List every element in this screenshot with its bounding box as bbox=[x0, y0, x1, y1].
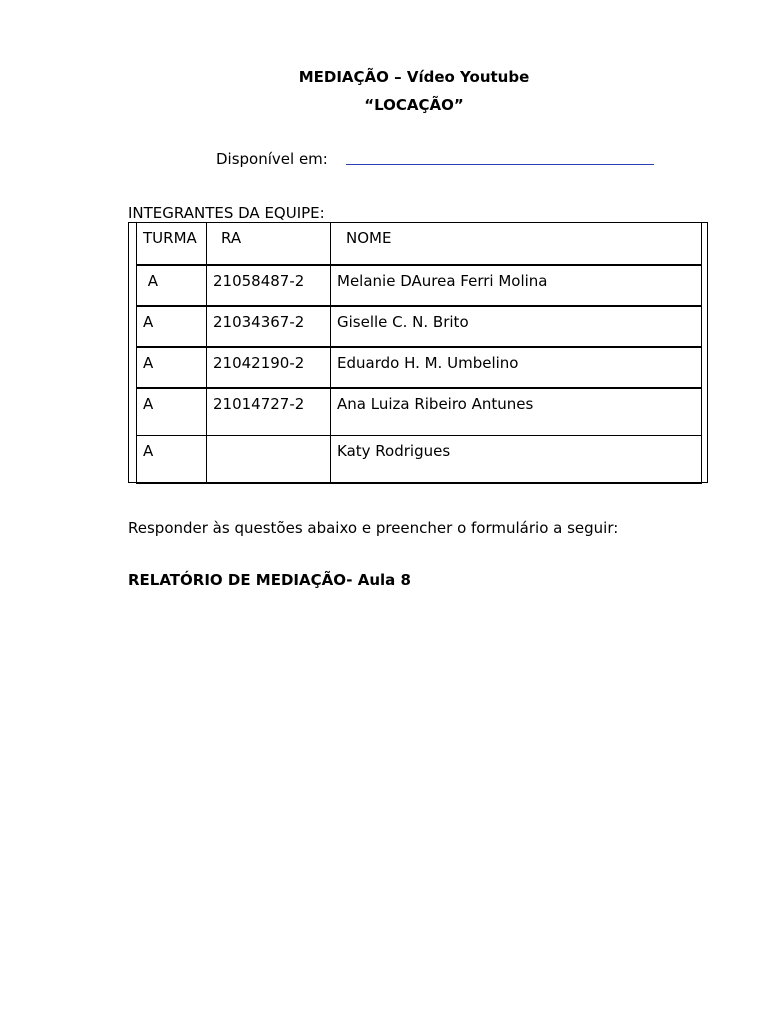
cell-turma: A bbox=[137, 306, 207, 347]
cell-nome: Katy Rodrigues bbox=[331, 436, 702, 484]
column-header-turma: TURMA bbox=[137, 223, 207, 265]
document-subtitle: “LOCAÇÃO” bbox=[364, 96, 464, 114]
document-title: MEDIAÇÃO – Vídeo Youtube bbox=[298, 68, 530, 86]
cell-nome: Eduardo H. M. Umbelino bbox=[331, 347, 702, 388]
table-row bbox=[137, 306, 702, 347]
cell-turma: A bbox=[137, 265, 207, 306]
cell-nome: Ana Luiza Ribeiro Antunes bbox=[331, 388, 702, 436]
column-header-ra: RA bbox=[207, 223, 331, 265]
instructions-text: Responder às questões abaixo e preencher o formulário a seguir: bbox=[128, 519, 619, 537]
cell-ra bbox=[207, 436, 331, 484]
cell-ra: 21042190-2 bbox=[207, 347, 331, 388]
cell-nome: Melanie DAurea Ferri Molina bbox=[331, 265, 702, 306]
team-members-table bbox=[136, 222, 702, 484]
cell-ra: 21058487-2 bbox=[207, 265, 331, 306]
team-section-label: INTEGRANTES DA EQUIPE: bbox=[128, 204, 325, 222]
table-row bbox=[137, 436, 702, 484]
available-label: Disponível em: bbox=[216, 150, 328, 168]
cell-turma: A bbox=[137, 388, 207, 436]
available-link-field[interactable] bbox=[346, 164, 654, 165]
table-header-row bbox=[137, 223, 702, 265]
column-header-nome: NOME bbox=[331, 223, 702, 265]
cell-turma: A bbox=[137, 436, 207, 484]
cell-nome: Giselle C. N. Brito bbox=[331, 306, 702, 347]
table-row bbox=[137, 347, 702, 388]
cell-ra: 21014727-2 bbox=[207, 388, 331, 436]
table-row bbox=[137, 265, 702, 306]
table-row bbox=[137, 388, 702, 436]
cell-ra: 21034367-2 bbox=[207, 306, 331, 347]
report-title: RELATÓRIO DE MEDIAÇÃO- Aula 8 bbox=[128, 571, 411, 589]
cell-turma: A bbox=[137, 347, 207, 388]
